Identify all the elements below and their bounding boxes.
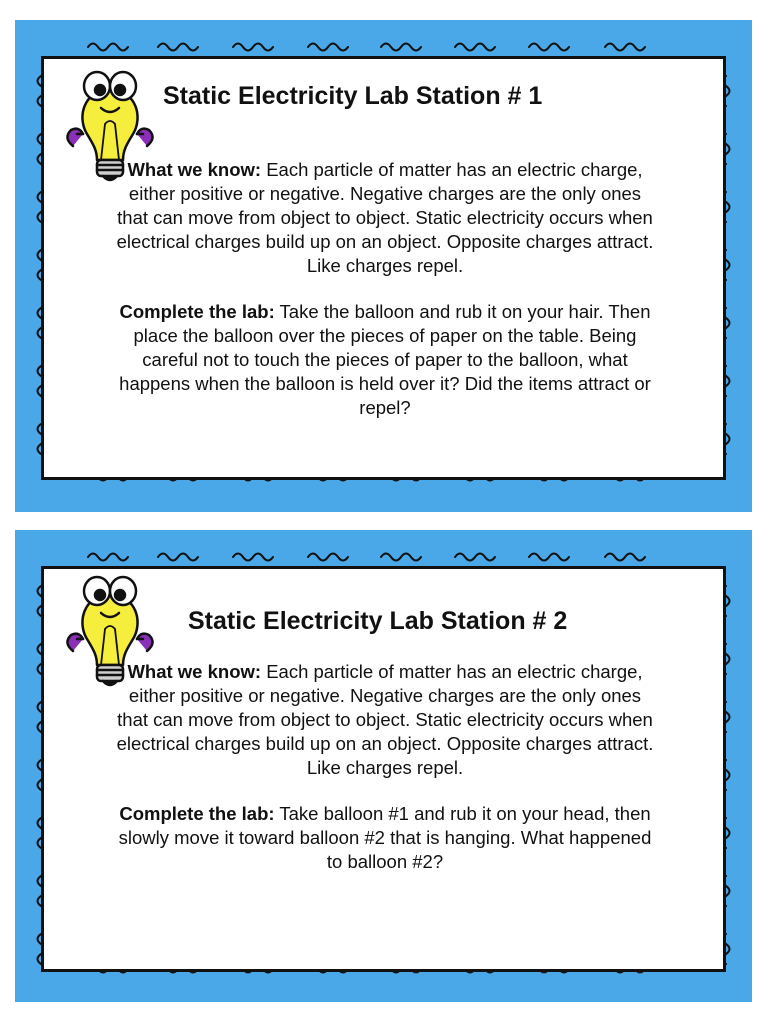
complete-the-lab-paragraph	[115, 300, 655, 420]
complete-the-lab-text: Take the balloon and rub it on your hair. Then place the balloon over the pieces of paper on the table. Being careful not to touch the pieces of paper to the balloon, what happens when the balloon is held over it? Did the items attract or repel?	[119, 301, 651, 418]
station-card-2	[15, 530, 752, 1002]
page-title: Static Electricity Lab Station # 2	[188, 607, 568, 635]
what-we-know-paragraph	[115, 660, 655, 780]
complete-the-lab-label: Complete the lab:	[119, 803, 275, 824]
complete-the-lab-text: Take balloon #1 and rub it on your head, then slowly move it toward balloon #2 that is hanging. What happened to balloon #2?	[118, 803, 652, 872]
what-we-know-text: Each particle of matter has an electric charge, either positive or negative. Negative charges are the only ones that can move from object to object. Static electricity occurs when electrical charges build up on an object. Opposite charges attract. Like charges repel.	[116, 661, 654, 778]
complete-the-lab-paragraph	[115, 802, 655, 874]
complete-the-lab-label: Complete the lab:	[119, 301, 275, 322]
what-we-know-label: What we know:	[127, 661, 262, 682]
what-we-know-text: Each particle of matter has an electric charge, either positive or negative. Negative charges are the only ones that can move from object to object. Static electricity occurs when electrical charges build up on an object. Opposite charges attract. Like charges repel.	[116, 159, 654, 276]
station-card-1	[15, 20, 752, 512]
what-we-know-paragraph	[115, 158, 655, 278]
page-title: Static Electricity Lab Station # 1	[163, 82, 543, 110]
what-we-know-label: What we know:	[127, 159, 262, 180]
